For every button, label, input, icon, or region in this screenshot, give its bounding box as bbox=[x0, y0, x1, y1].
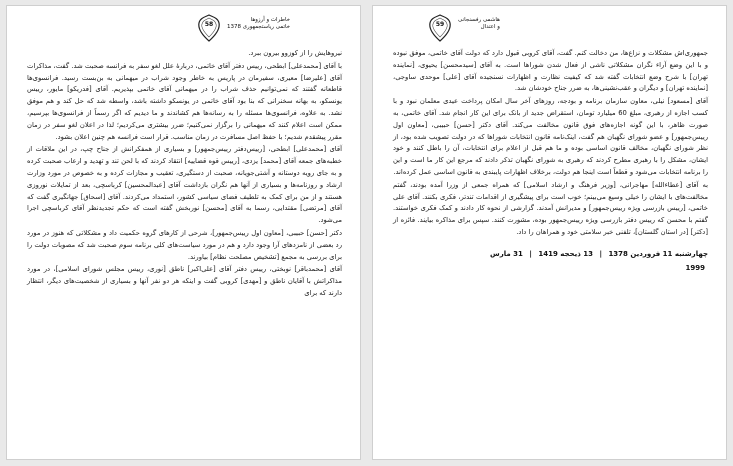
page-header bbox=[428, 14, 500, 44]
left-page bbox=[6, 5, 361, 460]
date-year: 1999 bbox=[685, 263, 705, 272]
page-number: 58 bbox=[204, 21, 214, 28]
paragraph: نیروهایش را از کوزوو بیرون ببرد. bbox=[248, 49, 342, 57]
paragraph: دکتر [حسن] حبیبی، [معاون اول رییس‌جمهور]، شرحی از کارهای گروه حکمیت داد و مشکلاتی که هنوز در مورد رد بعضی از نامزدهای آرا وجود دارد و هم در مورد سیاست‌های کلی برنامه سوم صحبت شد که مصوبات دولت را برای بررسی به مجمع [تشخیص مصلحت نظام] بیاورند. bbox=[27, 228, 342, 261]
date-line bbox=[393, 249, 708, 261]
page-number-emblem-icon bbox=[428, 14, 452, 42]
paragraph: آقای [محمدعلی] ابطحی، [رییس‌دفتر رییس‌جمهور] و بسیاری از همفکرانش از جناح چپ، در این ملاقات از خطبه‌های جمعه آقای [محمد] یزدی، [رییس قوه قضاییه] انتقاد کردند که با لحن تند و تهدید و ارعاب صحبت کرده و به جای رویه دوستانه و آشتی‌جویانه، صحبت از دستگیری، تعقیب و مجازات کرده و به خصوص در مورد وزارت ارشاد و روزنامه‌ها و بسیاری از آنها هم نگران بازداشت آقای [عبدالمحسین] کرباسچی، بعد از تمایلات نوروزی هستند و از من برای کمک به تلطیف فضای سیاسی کشور، استمداد می‌کردند. آقای [اسحاق] جهانگیری گفت که آقای [مرتضی] مقتدایی، رسما به آقای [محسن] نوربخش گفته است که حکم تجدیدنظر آقای کرباسچی اجرا می‌شود. bbox=[27, 145, 342, 225]
date-gregorian: 31 مارس bbox=[490, 249, 523, 258]
right-page bbox=[372, 5, 727, 460]
page-body bbox=[27, 48, 342, 300]
page-body bbox=[393, 48, 708, 274]
header-line-1: خاطرات و آرزوها bbox=[250, 17, 291, 23]
header-title bbox=[227, 14, 290, 31]
page-number: 59 bbox=[435, 21, 445, 28]
paragraph: جمهوری‌اش مشکلات و نزاع‌ها، من دخالت کنم. گفت، آقای کروبی قبول دارد که دولت آقای خاتمی، موفق نبوده و با این وضع آراء نگران مشکلاتی ناشی از فعال شدن شوراها است. به آقای [سیدمحسن] یحیوی، [نماینده تهران] با شرح وضع انتخابات گفته شد که کیفیت نظارت و اظهارات نسنجیده آقای [علی] موحدی ساوجی، [نماینده تهران] و دیگران و عقب‌نشینی‌ها، به ضرر جناح خودشان شد. bbox=[393, 49, 708, 93]
page-number-emblem-icon bbox=[197, 14, 221, 42]
date-separator: | bbox=[599, 249, 602, 258]
date-separator: | bbox=[529, 249, 532, 258]
page-header bbox=[197, 14, 290, 44]
paragraph: با آقای [محمدعلی] ابطحی، رییس دفتر آقای خاتمی، دربارهٔ علل لغو سفر به فرانسه صحبت شد. گفت، مذاکرات آقای [علیرضا] معیری، سفیرمان در پاریس به خاطر وجود شراب در میهمانی به بن‌بست رسید. فرانسوی‌ها قاطعانه گفتند که نمی‌توانیم حذف شراب را در میهمانی آقای خاتمی بپذیریم. آقای [فدریکو] مایور، رییس یونسکو، به بهانه سخنرانی که بنا بود آقای خاتمی در یونسکو داشته باشد، واسطه شد که حل کند و هم موفق نشد. به علاوه، فرانسوی‌ها مسئله را به رسانه‌ها هم کشاندند و ما دیدیم که اگر رسماً از فرانسوی‌ها بپرسیم، ممکن است اعلام کنند که میهمانی را برگزار نمی‌کنیم؛ ضرر بیشتری می‌کردیم؛ لذا در اعلان لغو سفر در زمان مقرر پیشقدم شدیم؛ با حفظ اصل مسافرت در زمان مناسب. قرار است فرانسه هم چنین اعلان بشود. bbox=[27, 61, 342, 141]
paragraph: آقای [مسعود] نیلی، معاون سازمان برنامه و بودجه، روزهای آخر سال امکان پرداخت عیدی معلمان نبود و با کسب اجازه از رهبری، مبلغ 60 میلیارد تومان، استقراض جدید از بانک برای این کار انجام شد. آقای خاتمی، به صورت ظاهر، با این گونه اجازه‌های فوق قانون مخالفت می‌کند. آقای دکتر [حسن] حبیبی، [معاون اول رییس‌جمهور] و عضو شورای نگهبان هم گفت، اینک‌نامه قانون انتخابات شوراها که در دولت تصویب شده بود، از نظر شورای نگهبان، مخالف قانون اساسی بوده و ما هم قبل از اعلام برای انتخابات، آن را باطل کنند و خود ایشان، مشکل را با رهبری مطرح کردند که رهبری به شورای نگهبان تذکر دادند که مرجع این کار ما است و این را برنامه انتخابات می‌شود و قطعاً است اینجا هم دولت، برخلاف اظهارات پایبندی به قانون اساسی عمل کرده‌اند. bbox=[393, 97, 708, 176]
header-line-1: هاشمی رفسنجانی bbox=[458, 17, 500, 23]
header-line-2: خاتمی ریاستجمهوری 1378 bbox=[227, 24, 291, 30]
paragraph: آقای [محمدباقر] نوبختی، رییس دفتر آقای [علی‌اکبر] ناطق [نوری، رییس مجلس شورای اسلامی]، در مورد مذاکراتش با آقایان ناطق و [مهدی] کروبی گفت و اینکه هر دو نفر آنها و بسیاری از شخصیت‌های دیگر، انتظار دارند که برای bbox=[27, 265, 342, 297]
paragraph: به آقای [عطاءالله] مهاجرانی، [وزیر فرهنگ و ارشاد اسلامی] که همراه جمعی از وزرا آمده بودند، گفتم مخالفت‌های با ایشان را خیلی وسیع می‌بینم؛ خوب است برای پیشگیری از اقدامات تندتر، فکری بکنند. آقای علی خاتمی، [رییس بازرسی ویژه رییس‌جمهور] و مدیرانش آمدند. گزارشی از نحوه کار دادند و کمک فکری خواستند. گفتم با محسن که رییس دفتر بازرسی ویژه رییس‌جمهور بوده، مشورت کنند. سپس برای مذاکره بیایند. فائزه از [دکتر] [در استان گلستان]، تلفنی خبر سلامتی خود و همراهان را داد. bbox=[393, 180, 708, 236]
date-hijri: 13 ذیحجه 1419 bbox=[538, 249, 593, 258]
header-line-2: و اعتدال bbox=[480, 24, 500, 30]
date-weekday: چهارشنبه 11 فروردین 1378 bbox=[608, 249, 708, 258]
header-title bbox=[458, 14, 500, 31]
